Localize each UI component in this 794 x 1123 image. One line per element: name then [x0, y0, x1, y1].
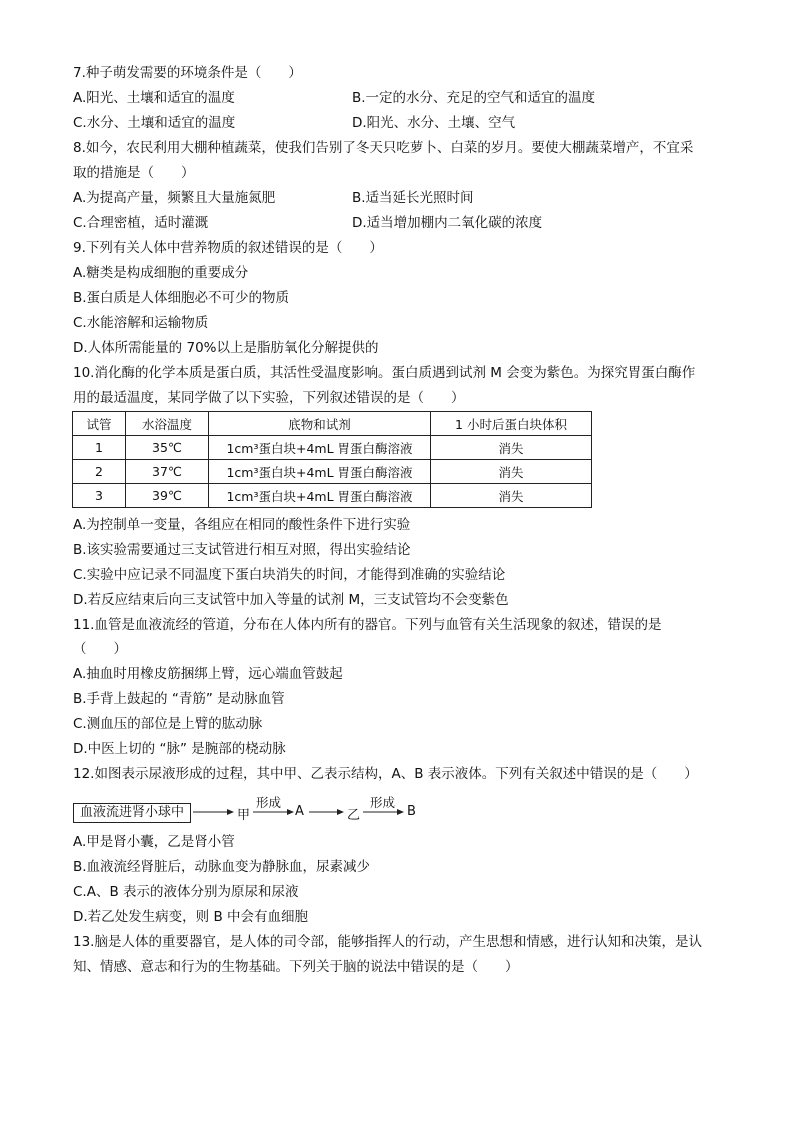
q9-stem: 9.下列有关人体中营养物质的叙述错误的是（ ） [73, 240, 383, 256]
diagram-node-yi: 乙 [347, 808, 361, 823]
q11-option-c: C.测血压的部位是上臂的肱动脉 [73, 716, 263, 732]
diagram-liquid-a: A [295, 804, 304, 819]
q13-stem-line1: 13.脑是人体的重要器官，是人体的司令部，能够指挥人的行动，产生思想和情感，进行认知和决策，是认 [73, 934, 702, 950]
table-cell: 消失 [431, 460, 592, 484]
table-cell: 37℃ [126, 460, 209, 484]
q12-option-b: B.血液流经肾脏后，动脉血变为静脉血，尿素减少 [73, 859, 371, 875]
diagram-arrow-label-2: 形成 [370, 795, 396, 810]
q8-stem-line2: 取的措施是（ ） [73, 165, 195, 181]
q10-stem-line1: 10.消化酶的化学本质是蛋白质，其活性受温度影响。蛋白质遇到试剂 M 会变为紫色。为探究胃蛋白酶作 [73, 365, 696, 381]
table-cell: 2 [73, 460, 126, 484]
q10-option-c: C.实验中应记录不同温度下蛋白块消失的时间，才能得到准确的实验结论 [73, 567, 506, 583]
q7-option-a: A.阳光、土壤和适宜的温度 [73, 90, 235, 106]
q10-option-b: B.该实验需要通过三支试管进行相互对照，得出实验结论 [73, 542, 411, 558]
table-cell: 1cm³蛋白块+4mL 胃蛋白酶溶液 [209, 484, 431, 508]
table-header-cell: 底物和试剂 [209, 412, 431, 436]
q10-option-a: A.为控制单一变量，各组应在相同的酸性条件下进行实验 [73, 517, 411, 533]
q13-stem-line2: 知、情感、意志和行为的生物基础。下列关于脑的说法中错误的是（ ） [73, 959, 519, 975]
table-cell: 1 [73, 436, 126, 460]
q9-option-d: D.人体所需能量的 70%以上是脂肪氧化分解提供的 [73, 340, 379, 356]
table-header-cell: 水浴温度 [126, 412, 209, 436]
diagram-node-jia: 甲 [237, 808, 251, 823]
q8-stem-line1: 8.如今，农民利用大棚种植蔬菜，使我们告别了冬天只吃萝卜、白菜的岁月。要使大棚蔬菜增产，不宜采 [73, 140, 694, 156]
q9-option-c: C.水能溶解和运输物质 [73, 315, 209, 331]
q12-option-d: D.若乙处发生病变，则 B 中会有血细胞 [73, 909, 309, 925]
q8-option-d: D.适当增加棚内二氧化碳的浓度 [352, 215, 543, 231]
table-header-row [73, 412, 592, 436]
experiment-table [72, 411, 592, 508]
diagram-start-box: 血液流进肾小球中 [73, 803, 191, 823]
q8-option-a: A.为提高产量，频繁且大量施氮肥 [73, 190, 276, 206]
urine-formation-diagram [73, 795, 433, 826]
q9-option-a: A.糖类是构成细胞的重要成分 [73, 265, 249, 281]
q11-option-b: B.手背上鼓起的 “青筋” 是动脉血管 [73, 691, 285, 707]
diagram-liquid-b: B [407, 804, 416, 819]
q11-stem-line2: （ ） [73, 641, 127, 657]
q7-option-b: B.一定的水分、充足的空气和适宜的温度 [352, 90, 596, 106]
q9-option-b: B.蛋白质是人体细胞必不可少的物质 [73, 290, 290, 306]
table-header-cell: 1 小时后蛋白块体积 [431, 412, 592, 436]
q7-option-d: D.阳光、水分、土壤、空气 [352, 115, 516, 131]
q8-option-c: C.合理密植，适时灌溉 [73, 215, 209, 231]
table-row [73, 484, 592, 508]
q12-stem: 12.如图表示尿液形成的过程，其中甲、乙表示结构，A、B 表示液体。下列有关叙述中错误的是（ ） [73, 766, 698, 782]
table-cell: 35℃ [126, 436, 209, 460]
q11-option-a: A.抽血时用橡皮筋捆绑上臂，远心端血管鼓起 [73, 666, 343, 682]
table-cell: 消失 [431, 436, 592, 460]
q10-stem-line2: 用的最适温度，某同学做了以下实验，下列叙述错误的是（ ） [73, 390, 465, 406]
table-cell: 消失 [431, 484, 592, 508]
q8-option-b: B.适当延长光照时间 [352, 190, 474, 206]
diagram-arrow-label-1: 形成 [256, 795, 282, 810]
table-cell: 3 [73, 484, 126, 508]
q12-option-a: A.甲是肾小囊，乙是肾小管 [73, 834, 235, 850]
q11-option-d: D.中医上切的 “脉” 是腕部的桡动脉 [73, 741, 286, 757]
q12-option-c: C.A、B 表示的液体分别为原尿和尿液 [73, 884, 299, 900]
q11-stem-line1: 11.血管是血液流经的管道，分布在人体内所有的器官。下列与血管有关生活现象的叙述，错误的是 [73, 617, 662, 633]
table-cell: 39℃ [126, 484, 209, 508]
table-header-cell: 试管 [73, 412, 126, 436]
q10-option-d: D.若反应结束后向三支试管中加入等量的试剂 M，三支试管均不会变紫色 [73, 592, 509, 608]
table-row [73, 436, 592, 460]
table-row [73, 460, 592, 484]
q7-option-c: C.水分、土壤和适宜的温度 [73, 115, 236, 131]
table-cell: 1cm³蛋白块+4mL 胃蛋白酶溶液 [209, 460, 431, 484]
q7-stem: 7.种子萌发需要的环境条件是（ ） [73, 65, 302, 81]
table-cell: 1cm³蛋白块+4mL 胃蛋白酶溶液 [209, 436, 431, 460]
